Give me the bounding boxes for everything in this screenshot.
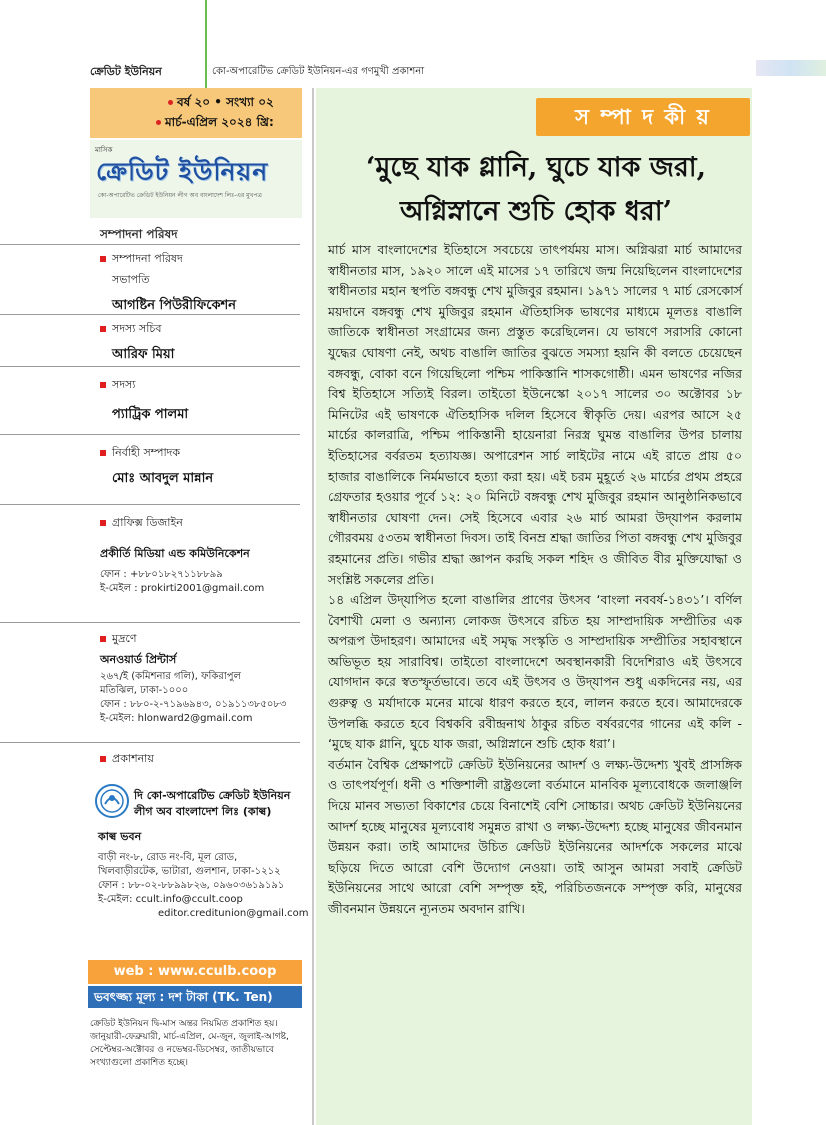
printer-phone: ফোন : ৮৮০-২-৭১৯৬৯৪৩, ০১৯১১৩৮৫০৮৩ (100, 699, 287, 710)
issue-date (156, 114, 274, 134)
red-square-icon (100, 256, 106, 262)
editorial-section-tag: স ম্পা দ কী য় (536, 98, 750, 136)
red-square-icon (100, 756, 106, 762)
publisher-email-1: ই-মেইল: ccult.info@ccult.coop (98, 894, 243, 905)
printer-name: অনওয়ার্ড প্রিন্টার্স (100, 653, 177, 666)
section-label (100, 514, 304, 533)
person-name: আগষ্টিন পিউরীফিকেশন (112, 298, 237, 313)
publisher-org-line2: লীগ অব বাংলাদেশ লিঃ (কাল্ব) (134, 805, 272, 818)
person-name: প্যাট্রিক পালমা (112, 407, 189, 422)
graphics-company-name: প্রকীর্তি মিডিয়া এন্ড কমিউনিকেশন (100, 547, 250, 560)
price-label: ভবৎজ্জ্য মূল্য : দশ টাকা (TK. Ten) (88, 986, 302, 1008)
issue-volume-text: বর্ষ ২০ • সংখ্যা ০২ (177, 95, 274, 109)
publisher-org (134, 788, 306, 820)
sidebar-divider (0, 434, 300, 435)
sidebar-section-publisher (100, 750, 304, 769)
section-label (100, 250, 300, 269)
headline-line-1: ‘মুছে যাক গ্লানি, ঘুচে যাক জরা, (365, 152, 707, 183)
section-label-text: সদস্য (112, 378, 136, 391)
graphics-email: ই-মেইল : prokirti2001@gmail.com (100, 583, 265, 594)
section-label-text: সম্পাদনা পরিষদ (112, 252, 183, 265)
sidebar-section-printer (100, 630, 304, 726)
section-label-text: প্রকাশনায় (112, 752, 154, 765)
bullet-icon (168, 100, 173, 105)
section-label-text: মুদ্রণে (112, 632, 137, 645)
sidebar-section-member (100, 376, 300, 426)
section-label (100, 320, 300, 339)
publisher-phone: ফোন : ৮৮-০২-৮৮৯৯৮২৬, ০৯৬০৩৬১৯১৯১ (98, 880, 285, 891)
red-square-icon (100, 636, 106, 642)
section-label (100, 376, 300, 395)
column-divider (312, 88, 314, 1125)
editorial-body (328, 240, 742, 920)
publisher-address-1: বাড়ী নং-৮, রোড নং-বি, মূল রোড, (98, 852, 238, 863)
sidebar-divider (0, 742, 300, 743)
person-name: আরিফ মিয়া (112, 347, 175, 362)
publisher-building: কাল্ব ভবন (98, 830, 142, 843)
section-label-text: নির্বাহী সম্পাদক (112, 446, 181, 459)
printer-address-1: ২৬৭/ই (কমিশনার গলি), ফকিরাপুল (100, 671, 241, 682)
printer-email: ই-মেইল: hlonward2@gmail.com (100, 713, 253, 724)
person-name: মোঃ আবদুল মান্নান (112, 471, 214, 486)
sidebar-divider (0, 366, 300, 367)
sidebar-section-graphics (100, 514, 304, 596)
publisher-address-2: খিলবাড়ীরটেক, ভাটারা, গুলশান, ঢাকা-১২১২ (98, 866, 281, 877)
role-label: সভাপতি (112, 273, 150, 286)
red-square-icon (100, 520, 106, 526)
sidebar-divider (0, 314, 300, 315)
red-square-icon (100, 450, 106, 456)
issue-date-text: মার্চ-এপ্রিল ২০২৪ খ্রি: (165, 115, 274, 129)
editorial-headline (326, 146, 746, 234)
cooperative-logo-icon (95, 784, 129, 818)
sidebar-section-secretary (100, 320, 300, 366)
publisher-org-line1: দি কো-অপারেটিভ ক্রেডিট ইউনিয়ন (134, 789, 291, 802)
sidebar-section-board (100, 250, 300, 317)
sidebar-divider (0, 244, 300, 245)
red-square-icon (100, 326, 106, 332)
red-square-icon (100, 382, 106, 388)
header-gradient-band (756, 60, 826, 76)
masthead-small: ক্রেডিট ইউনিয়ন (90, 65, 162, 78)
section-label-text: সদস্য সচিব (112, 322, 162, 335)
editorial-paragraph: মার্চ মাস বাংলাদেশের ইতিহাসে সবচেয়ে তাৎপর্যময় মাস। অগ্নিঝরা মার্চ আমাদের স্বাধীনতার মাস, ১৯২০ সালে এই মাসের ১৭ তারিখে জন্ম নিয়েছিলেন বাংলাদেশের স্বাধীনতার মহান স্থপতি বঙ্গবন্ধু শেখ মুজিবুর রহমান। ১৯৭১ সালের ৭ মার্চ রেসকোর্স ময়দানে বঙ্গবন্ধু শেখ মুজিবুর রহমান ঐতিহাসিক ভাষণের মাধ্যমে মূলতঃ বাঙালি জাতিকে স্বাধীনতা সংগ্রামের জন্য প্রস্তুত করেছিলেন। যে ভাষণে সরাসরি কোনো যুদ্ধের ঘোষণা নেই, অথচ বাঙালি জাতির বুঝতে সমস্যা হয়নি কী বলতে চেয়েছেন বঙ্গবন্ধু, বোকা বনে গিয়েছিলো পশ্চিম পাকিস্তানি শাসকগোষ্ঠী। এমন ভাষণের নজির বিশ্ব ইতিহাসে সত্যিই বিরল। তাইতো ইউনেস্কো ২০১৭ সালের ৩০ অক্টোবর ১৮ মিনিটের এই ভাষণকে ঐতিহাসিক দলিল হিসেবে স্বীকৃতি দেয়। এরপর আসে ২৫ মার্চের কালরাত্রি, পশ্চিম পাকিস্তানী হায়েনারা নিরস্ত্র ঘুমন্ত বাঙালির উপর চালায় ইতিহাসের বর্বরতম হত্যাযজ্ঞ। অপারেশন সার্চ লাইটের নামে এই রাতে প্রায় ৫০ হাজার বাঙালিকে নির্মমভাবে হত্যা করা হয়। এই চরম মুহূর্তে ২৬ মার্চের প্রথম প্রহরে গ্রেফতার হওয়ার পূর্বে ১২: ২০ মিনিটে বঙ্গবন্ধু শেখ মুজিবুর রহমান আনুষ্ঠানিকভাবে স্বাধীনতার ঘোষণা দেন। সেই হিসেবে এবার ২৬ মার্চ আমরা উদ্‌যাপন করলাম গৌরবময় ৫৩তম স্বাধীনতা দিবস। তাই বিনম্র শ্রদ্ধা জাতির পিতা বঙ্গবন্ধু শেখ মুজিবুর রহমানের প্রতি। গভীর শ্রদ্ধা জ্ঞাপন করছি সকল শহিদ ও জীবিত বীর মুক্তিযোদ্ধা ও সংশ্লিষ্ট সকলের প্রতি। (328, 242, 742, 587)
printer-address-2: মতিঝিল, ঢাকা-১০০০ (100, 685, 189, 696)
editorial-paragraph: ১৪ এপ্রিল উদ্‌যাপিত হলো বাঙালির প্রাণের উৎসব ‘বাংলা নববর্ষ-১৪৩১’। বর্ণিল বৈশাখী মেলা ও অন্যান্য লোকজ উৎসবে রচিত হয় সাম্প্রদায়িক সম্প্রীতির এক অপরূপ উদাহরণ। আমাদের এই সমৃদ্ধ সংস্কৃতি ও সাম্প্রদায়িক সম্প্রীতির সহাবস্থানে অভিভূত হয় সারাবিশ্ব। তাইতো বাংলাদেশে অবস্থানকারী বিদেশিরাও এই উৎসবে যোগদান করে স্বতস্ফূর্তভাবে। তবে এই উৎসব ও উদ্‌যাপন শুধু একদিনের নয়, এর গুরুত্ব ও মর্যাদাকে মনের মাঝে ধারণ করতে হবে, লালন করতে হবে। আমাদেরকে উপলব্ধি করতে হবে বিশ্বকবি রবীন্দ্রনাথ ঠাকুর রচিত বর্ষবরণের গানের এই কলি - ‘মুছে যাক গ্লানি, ঘুচে যাক জরা, অগ্নিস্নানে শুচি হোক ধরা’। (328, 592, 742, 752)
section-label (100, 444, 300, 463)
sidebar-divider (0, 622, 300, 623)
logo-top-text: মাসিক (95, 146, 113, 154)
website-link[interactable]: web : www.cculb.coop (88, 960, 302, 984)
section-label (100, 750, 304, 769)
publisher-email-2: editor.creditunion@gmail.com (158, 908, 309, 919)
graphics-phone: ফোন : +৮৮০১৮২৭১১৮৮৯৯ (100, 569, 223, 580)
publication-note: ক্রেডিট ইউনিয়ন দ্বি-মাস অন্তর নিয়মিত প্রকাশিত হয়। জানুয়ারী-ফেব্রুয়ারী, মার্চ-এপ্রিল, মে-জুন, জুলাই-আগষ্ট, সেপ্টেম্বর-অক্টোবর ও নভেম্বর-ডিসেম্বর, জাতীয়ভাবে সংখ্যাগুলো প্রকাশিত হচ্ছে। (90, 1019, 289, 1068)
sidebar-divider (0, 504, 300, 505)
issue-volume (168, 94, 274, 114)
editorial-paragraph: বর্তমান বৈশ্বিক প্রেক্ষাপটে ক্রেডিট ইউনিয়নের আদর্শ ও লক্ষ্য-উদ্দেশ্য খুবই প্রাসঙ্গিক ও তাৎপর্যপূর্ণ। ধনী ও শক্তিশালী রাষ্ট্রগুলো বর্তমানে মানবিক মূল্যবোধকে জলাঞ্জলি দিয়ে মানব সভ্যতা বিকাশের চেয়ে বিনাশেই বেশি সোচ্চার। অথচ ক্রেডিট ইউনিয়নের আদর্শ হচ্ছে মানুষের মূল্যবোধ সমুন্নত রাখা ও লক্ষ্য-উদ্দেশ্য হচ্ছে মানুষের জীবনমান উন্নয়ন করা। তাই আমাদের উচিত ক্রেডিট ইউনিয়নের আদর্শকে সকলের মাঝে ছড়িয়ে দিতে আরো বেশি উদ্যোগ নেওয়া। তাই আসুন আমরা সবাই ক্রেডিট ইউনিয়নের সাথে আরো বেশি সম্পৃক্ত হই, পরিচিতজনকে সম্পৃক্ত করি, মানুষের জীবনমান উন্নয়নে ন্যূনতম অবদান রাখি। (328, 756, 742, 916)
logo-subtitle: কো-অপারেটিভ ক্রেডিট ইউনিয়ন লীগ অব বাংলাদেশ লিঃ-এর মুখপত্র (98, 192, 262, 199)
headline-line-2: অগ্নিস্নানে শুচি হোক ধরা’ (399, 196, 673, 227)
editorial-board-title: সম্পাদনা পরিষদ (100, 227, 178, 241)
masthead-tagline: কো-অপারেটিভ ক্রেডিট ইউনিয়ন-এর গণমুখী প্রকাশনা (212, 66, 425, 77)
sidebar-section-executive-editor (100, 444, 300, 490)
section-label (100, 630, 304, 649)
section-label-text: গ্রাফিক্স ডিজাইন (112, 516, 183, 529)
magazine-logo: ক্রেডিট ইউনিয়ন (96, 157, 269, 186)
bullet-icon (156, 120, 161, 125)
header-divider (205, 0, 207, 88)
publisher-contact (98, 828, 309, 921)
